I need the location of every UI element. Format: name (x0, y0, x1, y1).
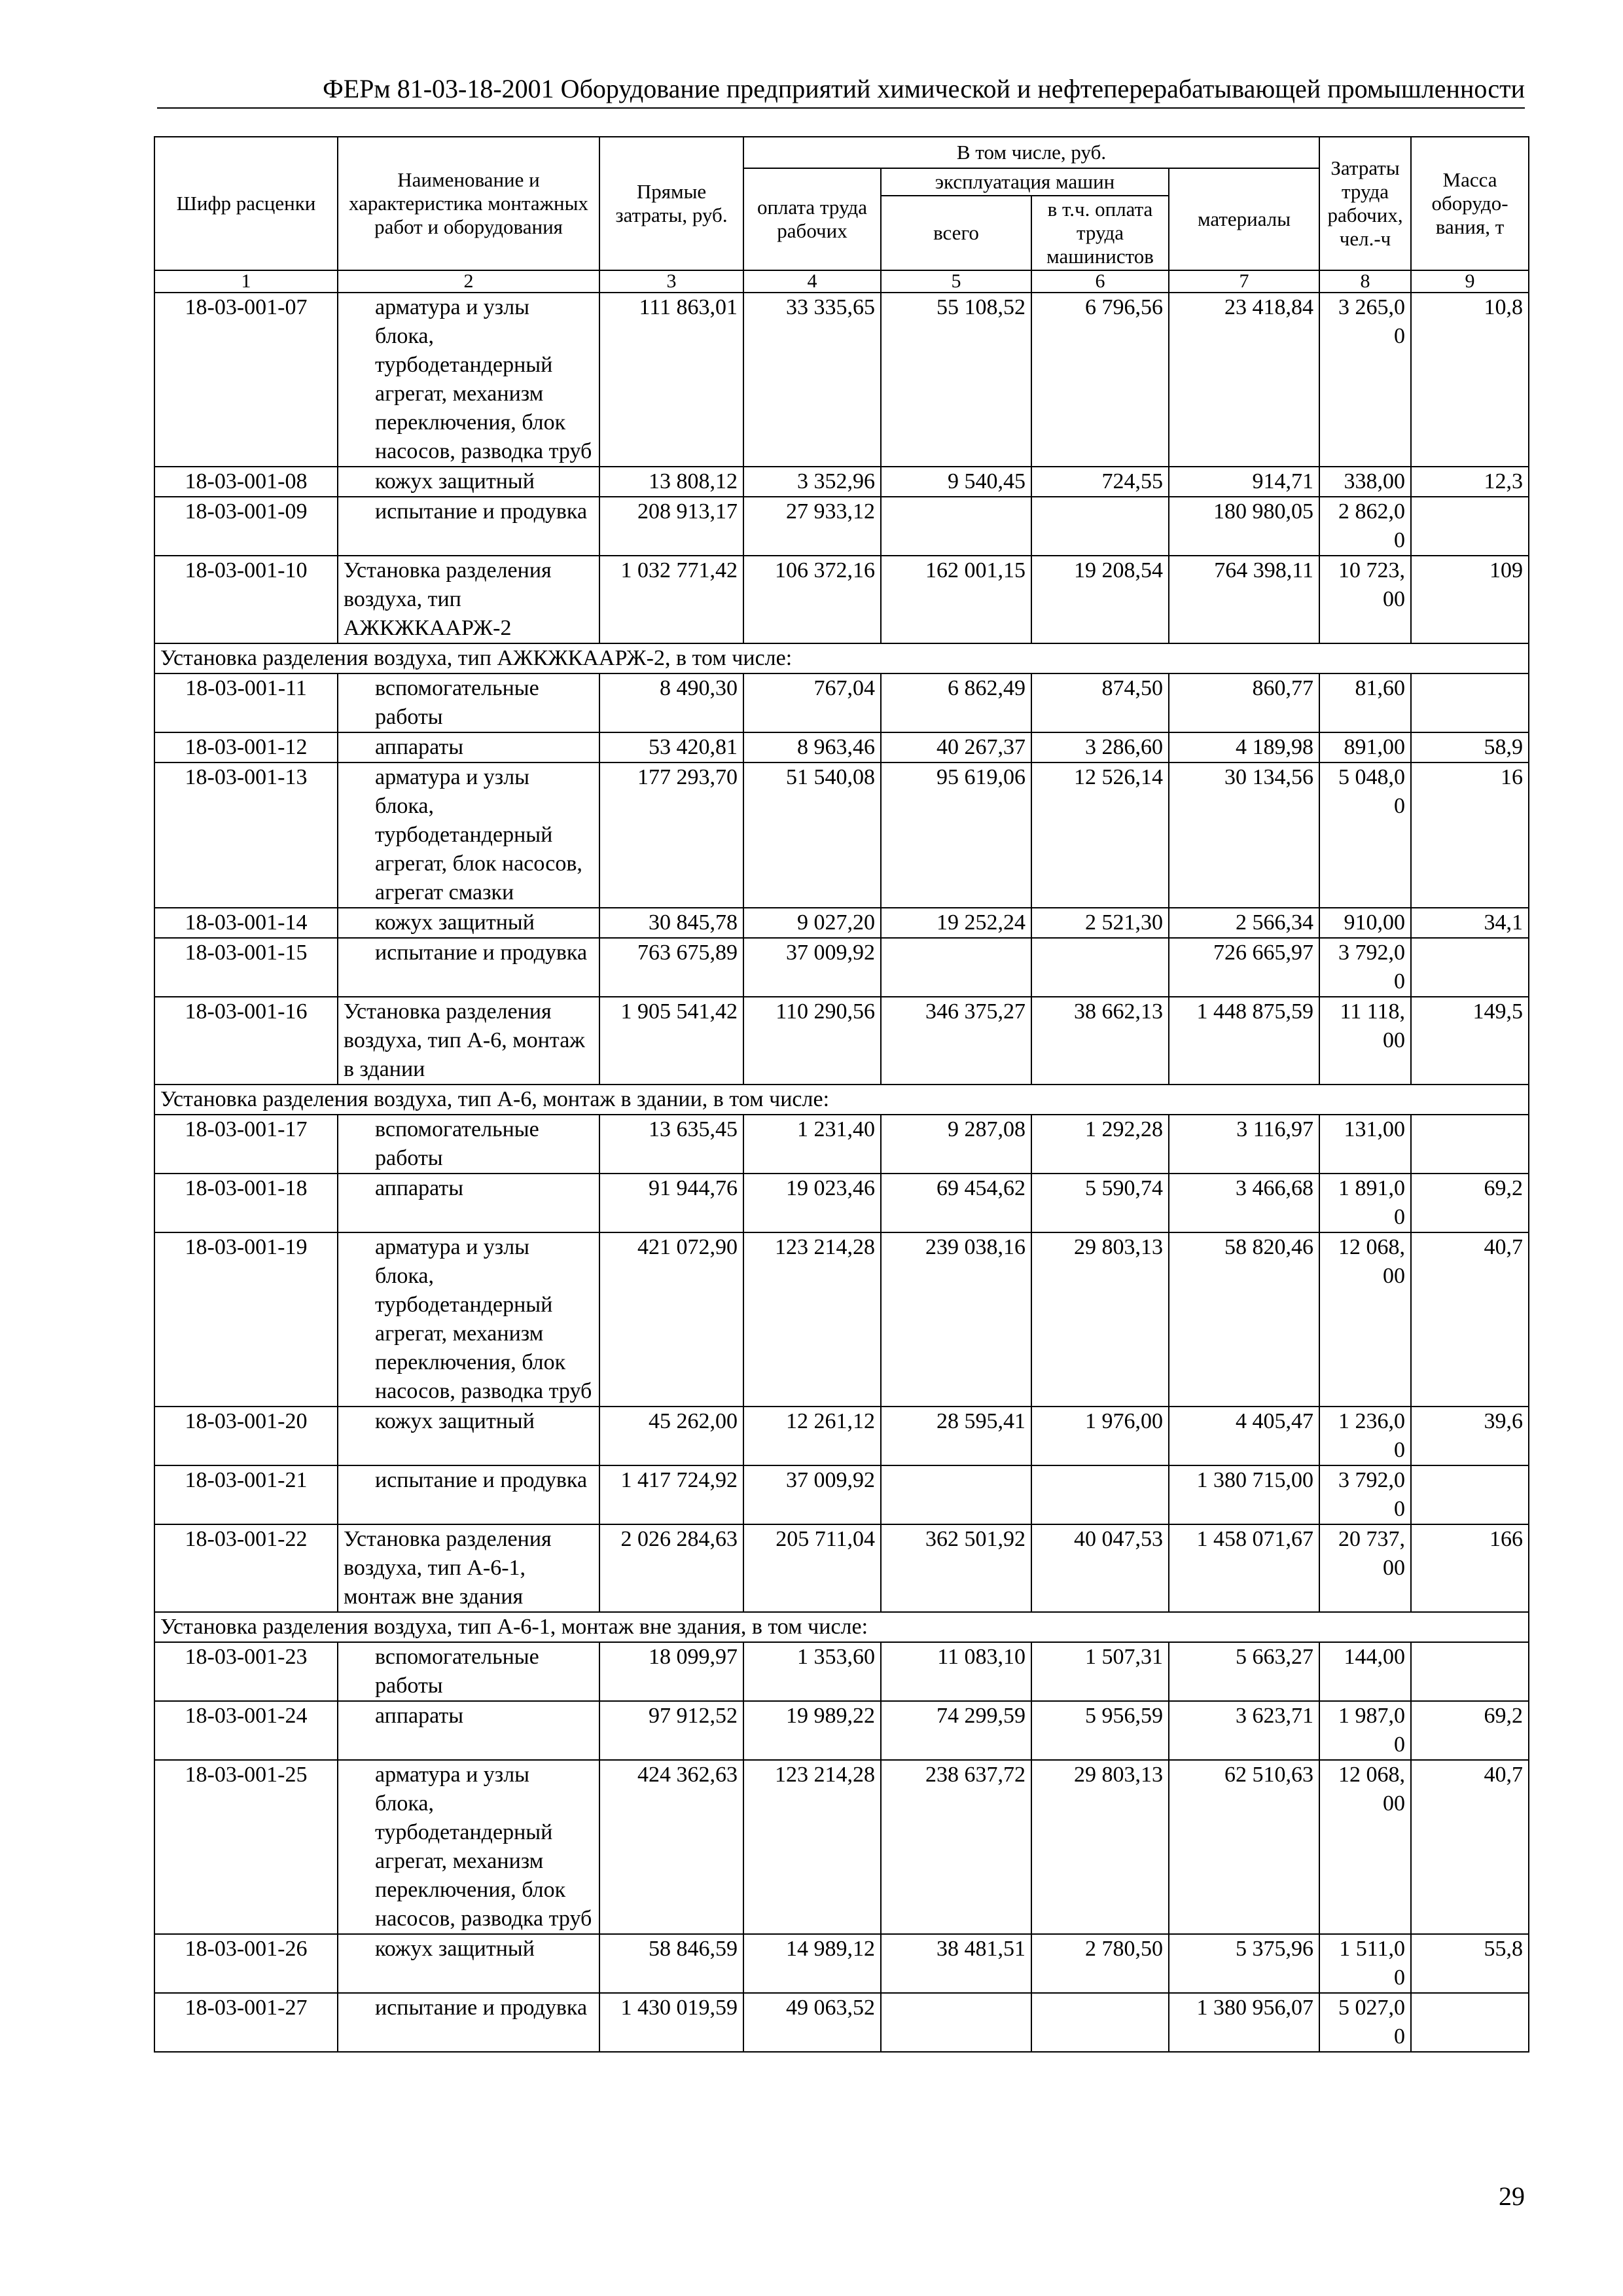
rate-code-cell: 18-03-001-23 (154, 1642, 338, 1701)
labor-pay-cell: 19 023,46 (743, 1174, 881, 1232)
labor-hours-cell: 2 862,0 0 (1319, 497, 1411, 556)
equipment-mass-cell: 40,7 (1411, 1232, 1529, 1407)
labor-pay-cell: 123 214,28 (743, 1232, 881, 1407)
materials-cell: 23 418,84 (1169, 293, 1319, 467)
labor-pay-cell: 14 989,12 (743, 1934, 881, 1993)
labor-hours-cell: 3 792,0 0 (1319, 1465, 1411, 1524)
column-index-row (154, 270, 1529, 293)
direct-costs-cell: 763 675,89 (599, 938, 743, 997)
materials-cell: 30 134,56 (1169, 762, 1319, 908)
machine-total-cell (881, 1993, 1031, 2052)
table-row (154, 1760, 1529, 1934)
labor-pay-cell: 27 933,12 (743, 497, 881, 556)
rate-code-cell: 18-03-001-16 (154, 997, 338, 1085)
equipment-mass-cell: 149,5 (1411, 997, 1529, 1085)
labor-hours-cell: 10 723, 00 (1319, 556, 1411, 643)
machine-total-cell: 162 001,15 (881, 556, 1031, 643)
labor-hours-cell: 5 027,0 0 (1319, 1993, 1411, 2052)
labor-hours-cell: 144,00 (1319, 1642, 1411, 1701)
labor-pay-cell: 9 027,20 (743, 908, 881, 938)
direct-costs-cell: 18 099,97 (599, 1642, 743, 1701)
table-row (154, 293, 1529, 467)
rate-code-cell: 18-03-001-25 (154, 1760, 338, 1934)
rate-code-cell: 18-03-001-09 (154, 497, 338, 556)
rate-code-cell: 18-03-001-18 (154, 1174, 338, 1232)
section-heading: Установка разделения воздуха, тип А-6, монтаж в здании, в том числе: (154, 1085, 1529, 1115)
table-body (154, 293, 1529, 2052)
direct-costs-cell: 1 032 771,42 (599, 556, 743, 643)
work-name-cell: кожух защитный (338, 467, 599, 497)
header-machinist-pay: в т.ч. оплата труда машинистов (1031, 196, 1169, 270)
column-index: 1 (154, 270, 338, 293)
column-index: 3 (599, 270, 743, 293)
work-name-cell: аппараты (338, 1174, 599, 1232)
section-heading: Установка разделения воздуха, тип АЖКЖКААРЖ-2, в том числе: (154, 643, 1529, 673)
machinist-pay-cell: 29 803,13 (1031, 1760, 1169, 1934)
materials-cell: 4 405,47 (1169, 1407, 1319, 1465)
labor-pay-cell: 19 989,22 (743, 1701, 881, 1760)
rate-code-cell: 18-03-001-08 (154, 467, 338, 497)
labor-pay-cell: 110 290,56 (743, 997, 881, 1085)
document-header-title: ФЕРм 81-03-18-2001 Оборудование предприятий химической и нефтеперерабатывающей промышленности (323, 74, 1525, 103)
labor-pay-cell: 106 372,16 (743, 556, 881, 643)
work-name-cell: кожух защитный (338, 908, 599, 938)
materials-cell: 1 380 715,00 (1169, 1465, 1319, 1524)
labor-pay-cell: 49 063,52 (743, 1993, 881, 2052)
work-name-cell: испытание и продувка (338, 938, 599, 997)
labor-hours-cell: 1 511,0 0 (1319, 1934, 1411, 1993)
column-index: 8 (1319, 270, 1411, 293)
machinist-pay-cell: 2 521,30 (1031, 908, 1169, 938)
machine-total-cell (881, 938, 1031, 997)
equipment-mass-cell: 55,8 (1411, 1934, 1529, 1993)
rate-code-cell: 18-03-001-17 (154, 1115, 338, 1174)
rate-code-cell: 18-03-001-14 (154, 908, 338, 938)
machinist-pay-cell: 2 780,50 (1031, 1934, 1169, 1993)
table-row (154, 1115, 1529, 1174)
work-name-cell: вспомогательные работы (338, 1115, 599, 1174)
labor-pay-cell: 8 963,46 (743, 732, 881, 762)
direct-costs-cell: 91 944,76 (599, 1174, 743, 1232)
equipment-mass-cell: 10,8 (1411, 293, 1529, 467)
direct-costs-cell: 208 913,17 (599, 497, 743, 556)
labor-pay-cell: 12 261,12 (743, 1407, 881, 1465)
equipment-mass-cell: 69,2 (1411, 1701, 1529, 1760)
labor-hours-cell: 1 891,0 0 (1319, 1174, 1411, 1232)
labor-pay-cell: 123 214,28 (743, 1760, 881, 1934)
table-row (154, 1174, 1529, 1232)
machinist-pay-cell: 29 803,13 (1031, 1232, 1169, 1407)
work-name-cell: аппараты (338, 1701, 599, 1760)
labor-hours-cell: 1 987,0 0 (1319, 1701, 1411, 1760)
labor-hours-cell: 20 737, 00 (1319, 1524, 1411, 1612)
equipment-mass-cell (1411, 1465, 1529, 1524)
header-labor-pay: оплата труда рабочих (743, 168, 881, 270)
machinist-pay-cell: 5 590,74 (1031, 1174, 1169, 1232)
direct-costs-cell: 111 863,01 (599, 293, 743, 467)
machine-total-cell: 11 083,10 (881, 1642, 1031, 1701)
machinist-pay-cell: 874,50 (1031, 673, 1169, 732)
equipment-mass-cell: 12,3 (1411, 467, 1529, 497)
section-heading-row (154, 1085, 1529, 1115)
machine-total-cell (881, 497, 1031, 556)
equipment-mass-cell: 40,7 (1411, 1760, 1529, 1934)
materials-cell: 3 116,97 (1169, 1115, 1319, 1174)
work-name-cell: арматура и узлы блока, турбодетандерный агрегат, механизм переключения, блок насосов, разводка труб (338, 293, 599, 467)
table-row (154, 908, 1529, 938)
materials-cell: 5 663,27 (1169, 1642, 1319, 1701)
work-name-cell: арматура и узлы блока, турбодетандерный агрегат, механизм переключения, блок насосов, разводка труб (338, 1232, 599, 1407)
rate-code-cell: 18-03-001-20 (154, 1407, 338, 1465)
materials-cell: 62 510,63 (1169, 1760, 1319, 1934)
machinist-pay-cell: 1 976,00 (1031, 1407, 1169, 1465)
rate-code-cell: 18-03-001-13 (154, 762, 338, 908)
table-row (154, 762, 1529, 908)
materials-cell: 180 980,05 (1169, 497, 1319, 556)
rate-code-cell: 18-03-001-27 (154, 1993, 338, 2052)
machinist-pay-cell (1031, 938, 1169, 997)
labor-hours-cell: 891,00 (1319, 732, 1411, 762)
machine-total-cell: 346 375,27 (881, 997, 1031, 1085)
direct-costs-cell: 97 912,52 (599, 1701, 743, 1760)
table-row (154, 997, 1529, 1085)
header-direct-costs: Прямые затраты, руб. (599, 137, 743, 270)
work-name-cell: Установка разделения воздуха, тип А-6-1, монтаж вне здания (338, 1524, 599, 1612)
materials-cell: 914,71 (1169, 467, 1319, 497)
work-name-cell: испытание и продувка (338, 1465, 599, 1524)
machinist-pay-cell: 38 662,13 (1031, 997, 1169, 1085)
machinist-pay-cell (1031, 1993, 1169, 2052)
direct-costs-cell: 30 845,78 (599, 908, 743, 938)
labor-hours-cell: 11 118, 00 (1319, 997, 1411, 1085)
direct-costs-cell: 45 262,00 (599, 1407, 743, 1465)
rate-code-cell: 18-03-001-11 (154, 673, 338, 732)
header-equipment-mass: Масса оборудо-вания, т (1411, 137, 1529, 270)
direct-costs-cell: 177 293,70 (599, 762, 743, 908)
materials-cell: 5 375,96 (1169, 1934, 1319, 1993)
machinist-pay-cell: 5 956,59 (1031, 1701, 1169, 1760)
machine-total-cell: 55 108,52 (881, 293, 1031, 467)
rate-code-cell: 18-03-001-19 (154, 1232, 338, 1407)
column-index: 6 (1031, 270, 1169, 293)
materials-cell: 860,77 (1169, 673, 1319, 732)
header-labor-hours: Затраты труда рабочих, чел.-ч (1319, 137, 1411, 270)
labor-pay-cell: 37 009,92 (743, 1465, 881, 1524)
labor-hours-cell: 3 792,0 0 (1319, 938, 1411, 997)
machinist-pay-cell: 12 526,14 (1031, 762, 1169, 908)
work-name-cell: кожух защитный (338, 1407, 599, 1465)
table-row (154, 1232, 1529, 1407)
work-name-cell: Установка разделения воздуха, тип АЖКЖКААРЖ-2 (338, 556, 599, 643)
equipment-mass-cell: 69,2 (1411, 1174, 1529, 1232)
equipment-mass-cell (1411, 1642, 1529, 1701)
page-number: 29 (1499, 2181, 1525, 2211)
machine-total-cell: 9 287,08 (881, 1115, 1031, 1174)
materials-cell: 3 466,68 (1169, 1174, 1319, 1232)
table-row (154, 467, 1529, 497)
direct-costs-cell: 1 905 541,42 (599, 997, 743, 1085)
equipment-mass-cell (1411, 673, 1529, 732)
machine-total-cell: 40 267,37 (881, 732, 1031, 762)
equipment-mass-cell: 166 (1411, 1524, 1529, 1612)
machine-total-cell: 19 252,24 (881, 908, 1031, 938)
header-machines-total: всего (881, 196, 1031, 270)
equipment-mass-cell: 39,6 (1411, 1407, 1529, 1465)
machinist-pay-cell: 40 047,53 (1031, 1524, 1169, 1612)
header-code: Шифр расценки (154, 137, 338, 270)
labor-hours-cell: 131,00 (1319, 1115, 1411, 1174)
materials-cell: 726 665,97 (1169, 938, 1319, 997)
direct-costs-cell: 421 072,90 (599, 1232, 743, 1407)
machine-total-cell (881, 1465, 1031, 1524)
direct-costs-cell: 13 808,12 (599, 467, 743, 497)
labor-pay-cell: 1 353,60 (743, 1642, 881, 1701)
rate-code-cell: 18-03-001-10 (154, 556, 338, 643)
machine-total-cell: 74 299,59 (881, 1701, 1031, 1760)
labor-pay-cell: 37 009,92 (743, 938, 881, 997)
table-row (154, 556, 1529, 643)
header-materials: материалы (1169, 168, 1319, 270)
labor-hours-cell: 3 265,0 0 (1319, 293, 1411, 467)
labor-hours-cell: 1 236,0 0 (1319, 1407, 1411, 1465)
work-name-cell: вспомогательные работы (338, 1642, 599, 1701)
rate-code-cell: 18-03-001-24 (154, 1701, 338, 1760)
section-heading-row (154, 1612, 1529, 1642)
table-row (154, 1407, 1529, 1465)
rate-code-cell: 18-03-001-22 (154, 1524, 338, 1612)
work-name-cell: Установка разделения воздуха, тип А-6, монтаж в здании (338, 997, 599, 1085)
materials-cell: 764 398,11 (1169, 556, 1319, 643)
table-row (154, 497, 1529, 556)
labor-pay-cell: 51 540,08 (743, 762, 881, 908)
equipment-mass-cell: 16 (1411, 762, 1529, 908)
rates-table (154, 136, 1529, 2053)
equipment-mass-cell: 109 (1411, 556, 1529, 643)
work-name-cell: аппараты (338, 732, 599, 762)
machinist-pay-cell: 19 208,54 (1031, 556, 1169, 643)
header-machine-operation: эксплуатация машин (881, 168, 1169, 196)
table-row (154, 1465, 1529, 1524)
materials-cell: 3 623,71 (1169, 1701, 1319, 1760)
labor-hours-cell: 81,60 (1319, 673, 1411, 732)
machinist-pay-cell: 6 796,56 (1031, 293, 1169, 467)
equipment-mass-cell: 58,9 (1411, 732, 1529, 762)
labor-hours-cell: 12 068, 00 (1319, 1232, 1411, 1407)
labor-pay-cell: 1 231,40 (743, 1115, 881, 1174)
work-name-cell: кожух защитный (338, 1934, 599, 1993)
labor-pay-cell: 767,04 (743, 673, 881, 732)
table-row (154, 1524, 1529, 1612)
labor-hours-cell: 12 068, 00 (1319, 1760, 1411, 1934)
materials-cell: 58 820,46 (1169, 1232, 1319, 1407)
work-name-cell: арматура и узлы блока, турбодетандерный агрегат, блок насосов, агрегат смазки (338, 762, 599, 908)
labor-hours-cell: 910,00 (1319, 908, 1411, 938)
work-name-cell: вспомогательные работы (338, 673, 599, 732)
column-index: 9 (1411, 270, 1529, 293)
header-name: Наименование и характеристика монтажных работ и оборудования (338, 137, 599, 270)
machine-total-cell: 238 637,72 (881, 1760, 1031, 1934)
work-name-cell: арматура и узлы блока, турбодетандерный агрегат, механизм переключения, блок насосов, разводка труб (338, 1760, 599, 1934)
materials-cell: 1 448 875,59 (1169, 997, 1319, 1085)
machine-total-cell: 95 619,06 (881, 762, 1031, 908)
table-row (154, 732, 1529, 762)
equipment-mass-cell (1411, 497, 1529, 556)
column-index: 5 (881, 270, 1031, 293)
column-index: 2 (338, 270, 599, 293)
equipment-mass-cell (1411, 1993, 1529, 2052)
table-row (154, 938, 1529, 997)
equipment-mass-cell (1411, 1115, 1529, 1174)
header-including: В том числе, руб. (743, 137, 1319, 168)
table-row (154, 1642, 1529, 1701)
machinist-pay-cell: 1 507,31 (1031, 1642, 1169, 1701)
machinist-pay-cell (1031, 1465, 1169, 1524)
labor-pay-cell: 205 711,04 (743, 1524, 881, 1612)
direct-costs-cell: 2 026 284,63 (599, 1524, 743, 1612)
direct-costs-cell: 1 417 724,92 (599, 1465, 743, 1524)
materials-cell: 4 189,98 (1169, 732, 1319, 762)
direct-costs-cell: 13 635,45 (599, 1115, 743, 1174)
direct-costs-cell: 1 430 019,59 (599, 1993, 743, 2052)
labor-pay-cell: 3 352,96 (743, 467, 881, 497)
machine-total-cell: 362 501,92 (881, 1524, 1031, 1612)
machinist-pay-cell: 3 286,60 (1031, 732, 1169, 762)
labor-pay-cell: 33 335,65 (743, 293, 881, 467)
materials-cell: 2 566,34 (1169, 908, 1319, 938)
materials-cell: 1 458 071,67 (1169, 1524, 1319, 1612)
rate-code-cell: 18-03-001-26 (154, 1934, 338, 1993)
section-heading-row (154, 643, 1529, 673)
work-name-cell: испытание и продувка (338, 1993, 599, 2052)
column-index: 4 (743, 270, 881, 293)
table-row (154, 1934, 1529, 1993)
equipment-mass-cell (1411, 938, 1529, 997)
rate-code-cell: 18-03-001-07 (154, 293, 338, 467)
machinist-pay-cell: 724,55 (1031, 467, 1169, 497)
machine-total-cell: 38 481,51 (881, 1934, 1031, 1993)
direct-costs-cell: 8 490,30 (599, 673, 743, 732)
materials-cell: 1 380 956,07 (1169, 1993, 1319, 2052)
header-rule (157, 107, 1525, 109)
column-index: 7 (1169, 270, 1319, 293)
machine-total-cell: 28 595,41 (881, 1407, 1031, 1465)
equipment-mass-cell: 34,1 (1411, 908, 1529, 938)
direct-costs-cell: 424 362,63 (599, 1760, 743, 1934)
labor-hours-cell: 5 048,0 0 (1319, 762, 1411, 908)
direct-costs-cell: 53 420,81 (599, 732, 743, 762)
work-name-cell: испытание и продувка (338, 497, 599, 556)
rate-code-cell: 18-03-001-15 (154, 938, 338, 997)
machine-total-cell: 69 454,62 (881, 1174, 1031, 1232)
rate-code-cell: 18-03-001-21 (154, 1465, 338, 1524)
section-heading: Установка разделения воздуха, тип А-6-1, монтаж вне здания, в том числе: (154, 1612, 1529, 1642)
table-row (154, 1701, 1529, 1760)
machine-total-cell: 9 540,45 (881, 467, 1031, 497)
machine-total-cell: 239 038,16 (881, 1232, 1031, 1407)
table-row (154, 1993, 1529, 2052)
table-row (154, 673, 1529, 732)
machinist-pay-cell: 1 292,28 (1031, 1115, 1169, 1174)
direct-costs-cell: 58 846,59 (599, 1934, 743, 1993)
machine-total-cell: 6 862,49 (881, 673, 1031, 732)
rate-code-cell: 18-03-001-12 (154, 732, 338, 762)
machinist-pay-cell (1031, 497, 1169, 556)
labor-hours-cell: 338,00 (1319, 467, 1411, 497)
